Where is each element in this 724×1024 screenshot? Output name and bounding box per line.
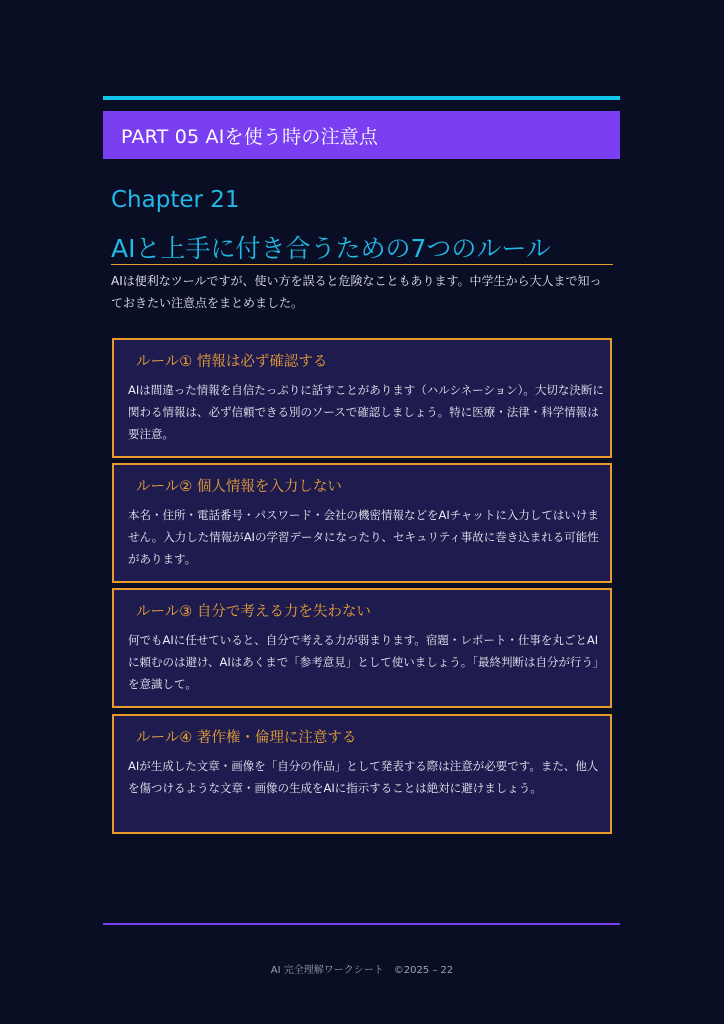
- chapter-title: AIと上手に付き合うための7つのルール: [111, 234, 551, 263]
- chapter-intro: AIは便利なツールですが、使い方を誤ると危険なこともあります。中学生から大人まで知っておきたい注意点をまとめました。: [111, 274, 602, 310]
- bottom-accent-rule: [103, 923, 620, 925]
- part-banner: [103, 111, 620, 159]
- page-footer: AI 完全理解ワークシート ©2025 – 22: [270, 965, 454, 976]
- rule-body: AIが生成した文章・画像を「自分の作品」として発表する際は注意が必要です。また、他人を傷つけるような文章・画像の生成をAIに指示することは絶対に避けましょう。: [128, 759, 599, 795]
- rule-title: ルール④ 著作権・倫理に注意する: [136, 730, 357, 746]
- rule-title: ルール③ 自分で考える力を失わない: [136, 604, 371, 620]
- rule-title: ルール② 個人情報を入力しない: [136, 479, 342, 495]
- part-label: PART 05 AIを使う時の注意点: [121, 125, 379, 148]
- chapter-number: Chapter 21: [111, 187, 240, 213]
- rule-card-1: [112, 338, 612, 458]
- rule-body: 何でもAIに任せていると、自分で考える力が弱まります。宿題・レポート・仕事を丸ごとAIに頼むのは避け、AIはあくまで「参考意見」として使いましょう。「最終判断は自分が行う」を意識して。: [128, 633, 605, 691]
- rule-card-3: [112, 588, 612, 708]
- rule-body: AIは間違った情報を自信たっぷりに話すことがあります（ハルシネーション）。大切な決断に関わる情報は、必ず信頼できる別のソースで確認しましょう。特に医療・法律・科学情報は要注意。: [128, 383, 604, 441]
- rule-title: ルール① 情報は必ず確認する: [136, 354, 328, 370]
- rule-card-4: [112, 714, 612, 834]
- top-accent-rule: [103, 96, 620, 100]
- title-underline: [111, 264, 613, 265]
- rule-card-2: [112, 463, 612, 583]
- rule-body: 本名・住所・電話番号・パスワード・会社の機密情報などをAIチャットに入力してはいけません。入力した情報がAIの学習データになったり、セキュリティ事故に巻き込まれる可能性があります。: [128, 508, 599, 566]
